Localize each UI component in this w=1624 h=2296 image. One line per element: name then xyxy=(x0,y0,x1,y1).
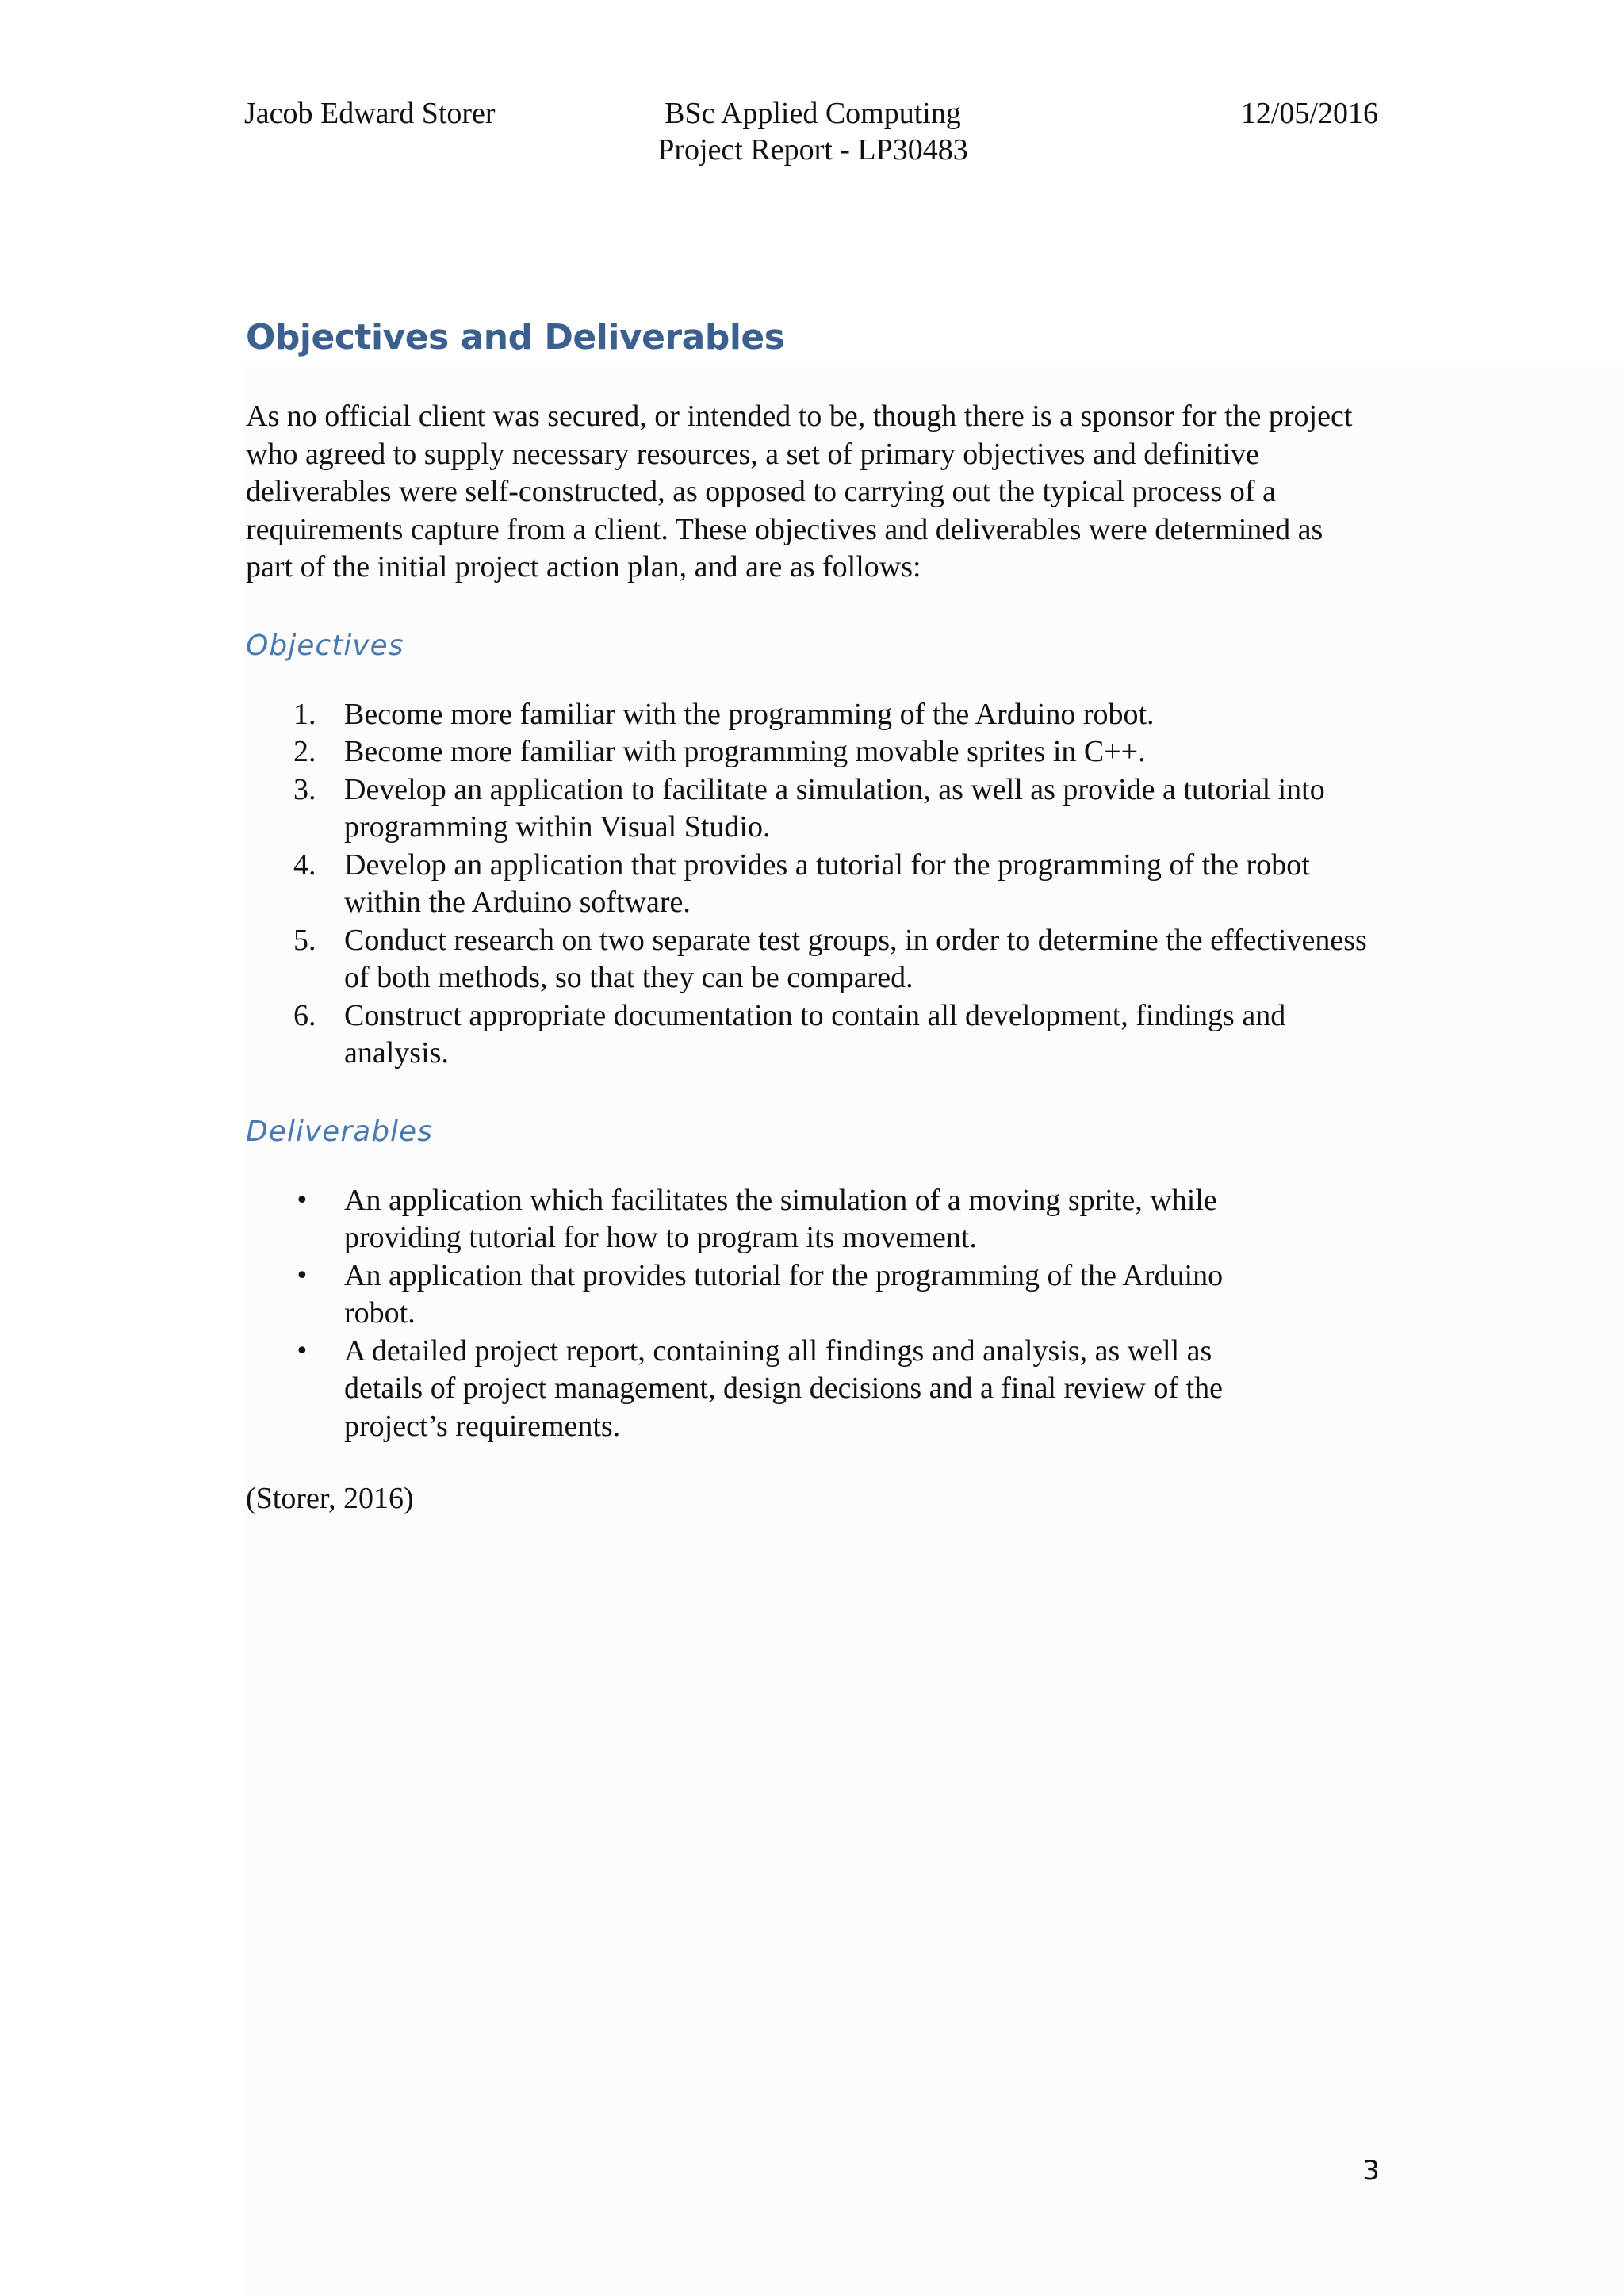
objective-number: 3. xyxy=(293,772,316,806)
objectives-list xyxy=(246,696,1380,1073)
objective-text: Develop an application to facilitate a simulation, as well as provide a tutorial into programming within Visual Studio. xyxy=(344,772,1325,844)
bullet-icon: • xyxy=(295,1337,309,1365)
deliverable-item xyxy=(246,1333,1296,1446)
header-course: BSc Applied Computing xyxy=(665,97,961,130)
header-report-title: Project Report - LP30483 xyxy=(657,133,968,166)
objective-number: 5. xyxy=(293,923,316,957)
objective-number: 6. xyxy=(293,998,316,1032)
objectives-heading: Objectives xyxy=(246,629,404,662)
objective-number: 4. xyxy=(293,848,316,882)
objective-text: Become more familiar with the programming of the Arduino robot. xyxy=(344,697,1155,731)
objective-item xyxy=(246,847,1375,922)
bullet-icon: • xyxy=(295,1186,309,1215)
citation: (Storer, 2016) xyxy=(246,1482,414,1515)
deliverable-item xyxy=(246,1182,1296,1257)
section-title: Objectives and Deliverables xyxy=(246,317,785,358)
deliverable-item xyxy=(246,1257,1296,1333)
objective-item xyxy=(246,997,1375,1073)
objective-item xyxy=(246,922,1375,997)
deliverables-list xyxy=(246,1182,1380,1446)
objective-text: Conduct research on two separate test groups, in order to determine the effectiveness of both methods, so that they can be compared. xyxy=(344,923,1367,994)
header-center xyxy=(642,95,983,168)
objective-number: 1. xyxy=(293,697,316,731)
objective-text: Construct appropriate documentation to contain all development, findings and analysis. xyxy=(344,998,1286,1070)
page-number: 3 xyxy=(1362,2155,1380,2187)
objective-number: 2. xyxy=(293,735,316,768)
bullet-icon: • xyxy=(295,1261,309,1290)
objective-item xyxy=(246,771,1375,847)
header-date: 12/05/2016 xyxy=(1240,97,1378,130)
deliverable-text: An application which facilitates the simulation of a moving sprite, while providing tutorial for how to program its movement. xyxy=(344,1183,1217,1254)
page-header xyxy=(244,95,1378,182)
deliverable-text: An application that provides tutorial for the programming of the Arduino robot. xyxy=(344,1258,1224,1330)
objective-item xyxy=(246,733,1375,771)
deliverables-heading: Deliverables xyxy=(246,1115,433,1148)
main-content xyxy=(246,314,1380,1518)
deliverable-text: A detailed project report, containing all findings and analysis, as well as details of project management, design decisions and a final review of the project’s requirements. xyxy=(344,1334,1223,1443)
objective-text: Become more familiar with programming movable sprites in C++. xyxy=(344,735,1146,768)
objective-item xyxy=(246,696,1375,734)
intro-paragraph: As no official client was secured, or intended to be, though there is a sponsor for the project who agreed to supply necessary resources, a set of primary objectives and definitive deliverables were self-constructed, as opposed to carrying out the typical process of a requirements capture from a client. These objectives and deliverables were determined as part of the initial project action plan, and are as follows: xyxy=(246,400,1353,584)
header-author: Jacob Edward Storer xyxy=(244,97,496,130)
objective-text: Develop an application that provides a tutorial for the programming of the robot within the Arduino software. xyxy=(344,848,1310,919)
